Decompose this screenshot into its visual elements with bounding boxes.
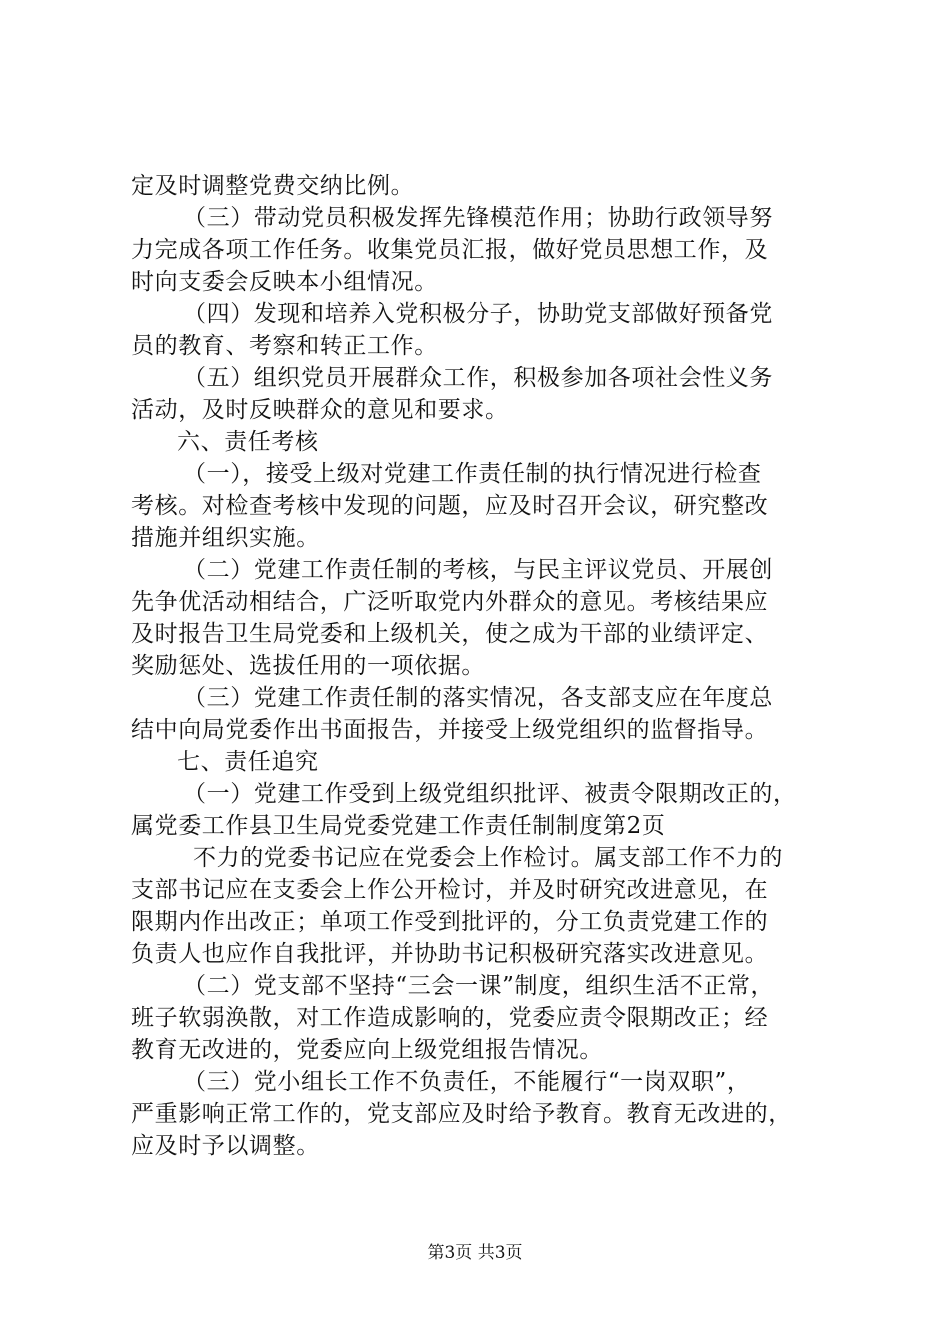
text-line: 奖励惩处、选拔任用的一项依据。 — [131, 653, 485, 679]
text-line: 考核。对检查考核中发现的问题，应及时召开会议，研究整改 — [131, 493, 769, 519]
text-line: 力完成各项工作任务。收集党员汇报，做好党员思想工作，及 — [131, 237, 769, 263]
text-line: （三）党建工作责任制的落实情况，各支部支应在年度总 — [183, 685, 773, 711]
text-line: 教育无改进的，党委应向上级党组报告情况。 — [131, 1037, 603, 1063]
text-line: 七、责任追究 — [177, 749, 319, 775]
text-line: 应及时予以调整。 — [131, 1133, 320, 1159]
text-line: （四）发现和培养入党积极分子，协助党支部做好预备党 — [183, 301, 773, 327]
text-line: 活动，及时反映群众的意见和要求。 — [131, 397, 509, 423]
text-line: 定及时调整党费交纳比例。 — [131, 173, 415, 199]
text-line: 负责人也应作自我批评，并协助书记积极研究落实改进意见。 — [131, 941, 769, 967]
text-line: （一）党建工作受到上级党组织批评、被责令限期改正的， — [183, 781, 797, 807]
text-line: 支部书记应在支委会上作公开检讨，并及时研究改进意见，在 — [131, 877, 769, 903]
text-line: （一），接受上级对党建工作责任制的执行情况进行检查 — [183, 461, 762, 487]
text-line: 班子软弱涣散，对工作造成影响的，党委应责令限期改正；经 — [131, 1005, 769, 1031]
text-line: 严重影响正常工作的，党支部应及时给予教育。教育无改进的， — [131, 1101, 792, 1127]
text-line: 不力的党委书记应在党委会上作检讨。属支部工作不力的 — [193, 845, 783, 871]
text-line: （二）党建工作责任制的考核，与民主评议党员、开展创 — [183, 557, 773, 583]
text-line: 时向支委会反映本小组情况。 — [131, 269, 438, 295]
text-line: 六、责任考核 — [177, 429, 319, 455]
text-line: 员的教育、考察和转正工作。 — [131, 333, 438, 359]
text-line: （三）带动党员积极发挥先锋模范作用；协助行政领导努 — [183, 205, 773, 231]
text-line: 结中向局党委作出书面报告，并接受上级党组织的监督指导。 — [131, 717, 769, 743]
text-line: 限期内作出改正；单项工作受到批评的，分工负责党建工作的 — [131, 909, 769, 935]
text-line: 措施并组织实施。 — [131, 525, 320, 551]
text-line: （二）党支部不坚持“三会一课”制度，组织生活不正常， — [183, 973, 775, 999]
text-line: 及时报告卫生局党委和上级机关，使之成为干部的业绩评定、 — [131, 621, 769, 647]
text-line: （三）党小组长工作不负责任，不能履行“一岗双职”， — [183, 1069, 751, 1095]
text-line: （五）组织党员开展群众工作，积极参加各项社会性义务 — [183, 365, 773, 391]
page-footer: 第3页 共3页 — [427, 1243, 523, 1263]
text-line: 属党委工作县卫生局党委党建工作责任制制度第2页 — [131, 813, 666, 839]
document-body — [131, 170, 831, 1162]
text-line: 先争优活动相结合，广泛听取党内外群众的意见。考核结果应 — [131, 589, 769, 615]
